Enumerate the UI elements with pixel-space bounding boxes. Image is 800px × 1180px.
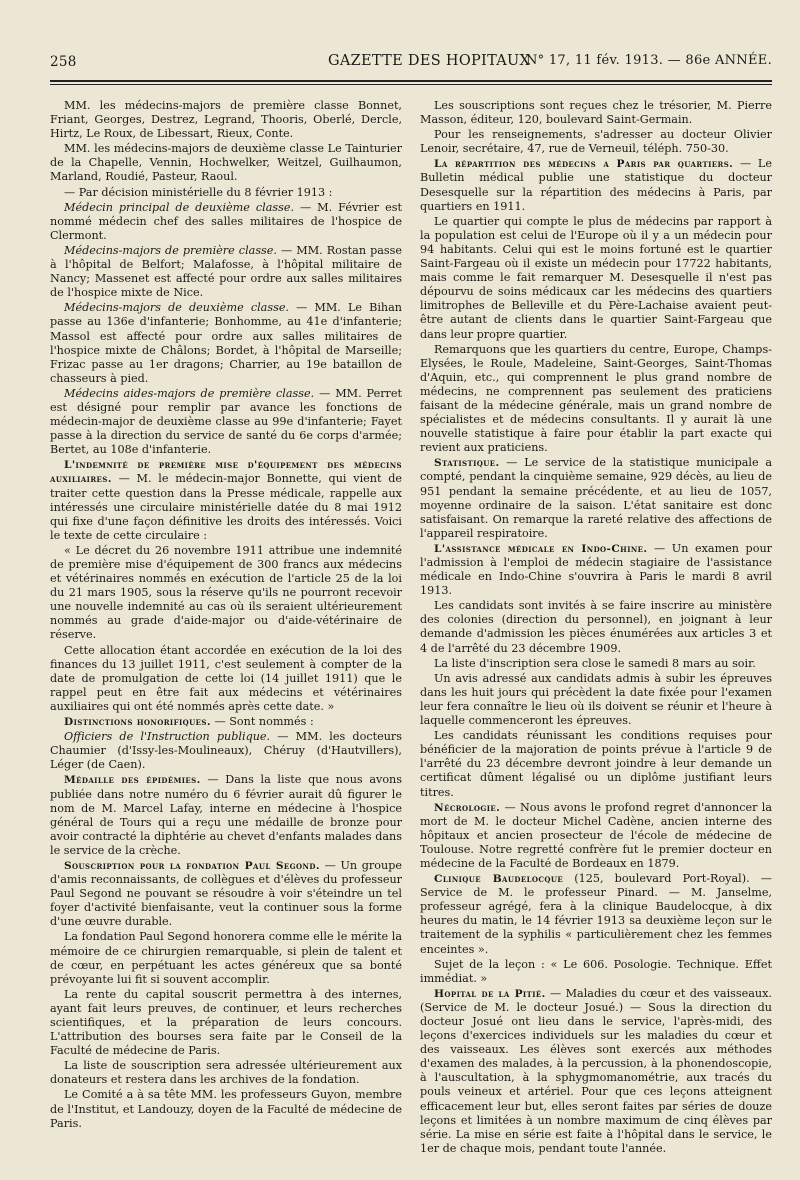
section-heading: Distinctions honorifiques. [64,716,211,729]
paragraph-text: Les souscriptions sont reçues chez le trésorier, M. Pierre Masson, éditeur, 120, boulevard Saint-Germain. [420,99,772,127]
subheading: Médecins-majors de première classe. [64,243,277,257]
subheading: Officiers de l'Instruction publique. [64,730,271,744]
paragraph-text: — Nous avons le profond regret d'annoncer la mort de M. le docteur Michel Cadène, ancien interne des hôpitaux et ancien prosecteur de l'école de médecine de Toulouse. Notre regretté confrère fut le premier docteur en médecine de la Faculté de Bordeaux en 1879. [420,800,772,870]
paragraph-text: — Le service de la statistique municipale a compté, pendant la cinquième semaine, 929 décès, au lieu de 951 pendant la semaine précédente, et au lieu de 1057, moyenne ordinaire de la saison. L'état sanitaire est donc satisfaisant. On remarque la rareté relative des affections de l'appareil respiratoire. [420,456,772,540]
paragraph [50,730,402,772]
paragraph [420,215,772,342]
paragraph-text: — MM. les docteurs Chaumier (d'Issy-les-Moulineaux), Chéruy (d'Hautvillers), Léger (de Caen). [50,730,402,772]
paragraph [50,142,402,184]
paragraph-text: Le Comité a à sa tête MM. les professeurs Guyon, membre de l'Institut, et Landouzy, doyen de la Faculté de médecine de Paris. [50,1088,402,1130]
article-columns [50,99,772,1157]
section-heading: Statistique. [434,457,500,470]
section-paragraph [420,542,772,598]
section-heading: Hopital de la Pitié. [434,987,546,1000]
issue-info: N° 17, 11 fév. 1913. — 86e ANNÉE. [525,53,772,68]
section-heading: Clinique Baudelocque [434,873,564,886]
header-rule [50,80,772,82]
paragraph [50,644,402,714]
paragraph [50,1059,402,1087]
paragraph-text: — Un groupe d'amis reconnaissants, de collègues et d'élèves du professeur Paul Segond ne pouvant se résoudre à voir s'éteindre un tel foyer d'activité bienfaisante, veut la continuer sous la forme d'une œuvre durable. [50,858,402,929]
paragraph-text: — Dans la liste que nous avons publiée dans notre numéro du 6 février aurait dû figurer le nom de M. Marcel Lafay, interne en médecine à l'hospice général de Tours qui a reçu une médaille de bronze pour avoir contracté la diphtérie au chevet d'enfants malades dans le service de la crèche. [50,773,403,857]
paragraph-text: Pour les renseignements, s'adresser au docteur Olivier Lenoir, secrétaire, 47, rue de Verneuil, téléph. 750-30. [420,128,772,156]
paragraph [50,544,402,643]
paragraph-text: La liste de souscription sera adressée ultérieurement aux donateurs et restera dans les archives de la fondation. [50,1059,402,1087]
paragraph-text: MM. les médecins-majors de première classe Bonnet, Friant, Georges, Destrez, Legrand, Thooris, Oberlé, Dercle, Hirtz, Le Roux, de Libessart, Rieux, Conte. [50,99,402,141]
paragraph [50,201,402,243]
paragraph [420,958,772,986]
paragraph-text: (125, boulevard Port-Royal). — Service de M. le professeur Pinard. — M. Janselme, professeur agrégé, fera à la clinique Baudelocque, à dix heures du matin, le 14 février 1913 sa deuxième leçon sur le traitement de la syphilis « particulièrement chez les femmes enceintes ». [420,872,772,956]
section-paragraph [50,859,402,929]
subheading: Médecin principal de deuxième classe. [64,200,295,214]
section-paragraph [50,715,402,729]
paragraph [420,128,772,156]
paragraph-text: — M. le médecin-major Bonnette, qui vient de traiter cette question dans la Presse médicale, rappelle aux intéressés une circulaire ministérielle datée du 8 mai 1912 qui fixe d'une façon définitive les droits des intéressés. Voici le texte de cette circulaire : [50,472,402,542]
section-paragraph [50,773,402,858]
section-paragraph [420,872,772,957]
left-column [50,99,402,1157]
running-head [50,50,772,74]
paragraph-text: — MM. Rostan passe à l'hôpital de Belfort; Malafosse, à l'hôpital militaire de Nancy; Massenet est affecté pour ordre aux salles militaires de l'hospice mixte de Nice. [50,243,402,300]
section-heading: L'indemnité de première mise d'équipement des médecins auxiliaires. [50,459,402,486]
paragraph [420,657,772,671]
section-heading: Nécrologie. [434,801,501,814]
section-heading: Souscription pour la fondation Paul Segond. [64,859,320,872]
paragraph-text: Sujet de la leçon : « Le 606. Posologie. Technique. Effet immédiat. » [420,957,772,985]
section-heading: La répartition des médecins a Paris par quartiers. [434,158,734,171]
paragraph-text: — Un examen pour l'admission à l'emploi de médecin stagiaire de l'assistance médicale en Indo-Chine s'ouvrira à Paris le mardi 8 avril 1913. [420,541,772,598]
paragraph [420,729,772,799]
paragraph-text: La rente du capital souscrit permettra à des internes, ayant fait leurs preuves, de continuer, et leurs recherches scientifiques, et la préparation de leurs concours. L'attribution des bourses sera faite par le Conseil de la Faculté de médecine de Paris. [50,987,402,1058]
section-paragraph [420,456,772,541]
section-paragraph [50,458,402,543]
paragraph-text: Remarquons que les quartiers du centre, Europe, Champs-Elysées, le Roule, Madeleine, Saint-Georges, Saint-Thomas d'Aquin, etc., qui comprennent le plus grand nombre de médecins, ne comprennent pas seulement des praticiens faisant de la médecine générale, mais un grand nombre de spécialistes et de médecins consultants. Il y aurait là une nouvelle statistique à faire pour établir la part exacte qui revient aux praticiens. [420,342,772,455]
paragraph-text: Les candidats sont invités à se faire inscrire au ministère des colonies (direction du personnel), en joignant à leur demande d'admission les pièces énumérées aux articles 3 et 4 de l'arrêté du 23 décembre 1909. [420,599,772,655]
paragraph [420,672,772,728]
paragraph-text: MM. les médecins-majors de deuxième classe Le Tainturier de la Chapelle, Vennin, Hochwelker, Weitzel, Guilhaumon, Marland, Roudié, Pasteur, Raoul. [50,142,402,184]
section-paragraph [420,157,772,213]
paragraph-text: — Sont nommés : [210,715,314,729]
paragraph [50,301,402,386]
paragraph-text: — MM. Perret est désigné pour remplir par avance les fonctions de médecin-major de deuxième classe au 99e d'infanterie; Fayet passe à la direction du service de santé du 6e corps d'armée; Bertet, au 108e d'infanterie. [50,386,403,457]
paragraph-text: Un avis adressé aux candidats admis à subir les épreuves dans les huit jours qui précèdent la date fixée pour l'examen leur fera connaître le lieu où ils doivent se réunir et l'heure à laquelle commenceront les épreuves. [420,671,772,728]
section-paragraph [420,801,772,871]
page-number: 258 [50,54,77,70]
paragraph [420,343,772,456]
paragraph-text: — Par décision ministérielle du 8 février 1913 : [64,185,333,199]
paragraph [50,1088,402,1130]
paragraph [50,387,402,457]
subheading: Médecins aides-majors de première classe. [64,386,315,400]
section-paragraph [420,987,772,1156]
paragraph-text: La fondation Paul Segond honorera comme elle le mérite la mémoire de ce chirurgien remarquable, si plein de talent et de cœur, en perpétuant les actes généreux que sa bonté prévoyante lui fit si souvent accomplir. [50,930,402,986]
paragraph [50,244,402,300]
section-heading: L'assistance médicale en Indo-Chine. [434,542,648,555]
subheading: Médecins-majors de deuxième classe. [64,301,289,315]
right-column [420,99,772,1157]
paragraph-text: Le quartier qui compte le plus de médecins par rapport à la population est celui de l'Europe où il y a un médecin pour 94 habitants. Celui qui est le moins fortuné est le quartier Saint-Fargeau où il existe un médecin pour 17722 habitants, mais comme le fait remarquer M. Desesquelle il n'est pas dépourvu de soins médicaux car les médecins des quartiers limitrophes de Belleville et du Père-Lachaise avaient peut-être autant de clients dans le quartier Saint-Fargeau que dans leur propre quartier. [420,214,772,341]
header-rule-thin [50,84,772,85]
section-heading: Médaille des épidémies. [64,774,201,787]
paragraph [420,599,772,655]
paragraph-text: La liste d'inscription sera close le samedi 8 mars au soir. [434,656,756,670]
paragraph-text: « Le décret du 26 novembre 1911 attribue une indemnité de première mise d'équipement de 300 francs aux médecins et vétérinaires nommés en exécution de l'article 25 de la loi du 21 mars 1905, sous la réserve qu'ils ne pourront recevoir une nouvelle indemnité au cas où ils seraient ultérieurement nommés au grade d'aide-major ou d'aide-vétérinaire de réserve. [50,543,402,642]
paragraph [50,988,402,1058]
paragraph-text: — MM. Le Bihan passe au 136e d'infanterie; Bonhomme, au 41e d'infanterie; Massol est affecté pour ordre aux salles militaires de l'hospice mixte de Châlons; Bordet, à l'hôpital de Marseille; Frizac passe au 1er dragons; Charrier, au 19e bataillon de chasseurs à pied. [50,301,402,385]
paragraph [50,186,402,200]
paragraph-text: Les candidats réunissant les conditions requises pour bénéficier de la majoration de points prévue à l'article 9 de l'arrêté du 23 décembre devront joindre à leur demande un certificat dûment légalisé ou un diplôme justifiant leurs titres. [420,729,772,799]
paragraph-text: — Maladies du cœur et des vaisseaux. (Service de M. le docteur Josué.) — Sous la direction du docteur Josué ont lieu dans le service, l'après-midi, des leçons d'exercices individuels sur les maladies du cœur et des vaisseaux. Les élèves sont exercés aux méthodes d'examen des malades, à la percussion, à la phonendoscopie, à l'auscultation, à la sphygmomanométrie, aux tracés du pouls veineux et artériel. Pour que ces leçons atteignent efficacement leur but, elles seront faites par séries de douze leçons et limitées à un nombre maximum de cinq élèves par série. La mise en série est faite à l'hôpital dans le service, le 1er de chaque mois, pendant toute l'année. [420,986,772,1155]
paragraph [420,99,772,127]
journal-title: GAZETTE DES HOPITAUX [328,53,531,69]
paragraph [50,99,402,141]
paragraph-text: — M. Février est nommé médecin chef des salles militaires de l'hospice de Clermont. [50,200,402,242]
paragraph-text: — Le Bulletin médical publie une statistique du docteur Desesquelle sur la répartition des médecins à Paris, par quartiers en 1911. [420,157,772,213]
paragraph-text: Cette allocation étant accordée en exécution de la loi des finances du 13 juillet 1911, c'est seulement à compter de la date de promulgation de cette loi (14 juillet 1911) que le rappel peut en être fait aux médecins et vétérinaires auxiliaires qui ont été nommés après cette date. » [50,643,402,713]
paragraph [50,930,402,986]
